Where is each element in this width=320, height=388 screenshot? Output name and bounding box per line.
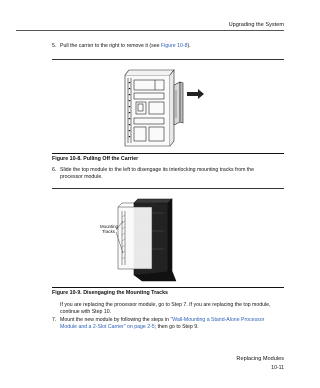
figure-bottom-rule [52, 153, 284, 154]
wall-mounting-link-cont[interactable]: Module and a 2-Slot Carrier" on page 2-5 [60, 324, 155, 330]
step-text-lead: Pull the carrier to the right to remove it (see [60, 43, 161, 49]
note-line2: continue with Step 10. [60, 309, 112, 315]
replacement-note [60, 302, 292, 316]
step-text-line2: processor module. [60, 174, 103, 180]
figure-10-8-link[interactable]: Figure 10-8 [160, 43, 188, 49]
step-text [60, 43, 191, 50]
running-header: Upgrading the System [228, 22, 284, 28]
figure-top-rule [52, 59, 284, 60]
step-text-line1 [60, 317, 264, 324]
note-line1: If you are replacing the processor module, go to Step 7. If you are replacing the top module, [60, 302, 271, 308]
step-text-lead: Mount the new module by following the steps in [60, 317, 171, 323]
step-number: 5. [52, 43, 57, 49]
step-7 [52, 317, 288, 333]
step-text-end: ; then go to Step 9. [154, 324, 199, 330]
mounting-tracks-callout [100, 224, 119, 234]
callout-line1: Mounting [100, 224, 119, 229]
figure-bottom-rule [52, 287, 284, 288]
wall-mounting-link[interactable]: "Wall-Mounting a Stand-Alone Processor [170, 317, 265, 323]
footer-section-title: Replacing Modules [236, 356, 284, 362]
header-rule [16, 30, 284, 31]
step-text-line2 [60, 324, 199, 331]
step-6 [52, 167, 288, 183]
mounting-tracks-illustration [52, 191, 284, 285]
figure-top-rule [52, 188, 284, 189]
figure-10-9-caption: Figure 10-9. Disengaging the Mounting Tracks [52, 290, 168, 296]
step-5 [52, 43, 282, 51]
step-number: 6. [52, 167, 57, 173]
arrow-right-icon [187, 89, 204, 99]
figure-10-8-caption: Figure 10-8. Pulling Off the Carrier [52, 156, 139, 162]
step-number: 7. [52, 317, 57, 323]
callout-line2: Tracks [101, 229, 115, 234]
carrier-removal-illustration [52, 62, 284, 150]
page-number: 10-11 [271, 365, 284, 371]
step-text-line1: Slide the top module to the left to disengage its interlocking mounting tracks from the [60, 167, 255, 173]
step-text-end: ). [187, 43, 191, 49]
